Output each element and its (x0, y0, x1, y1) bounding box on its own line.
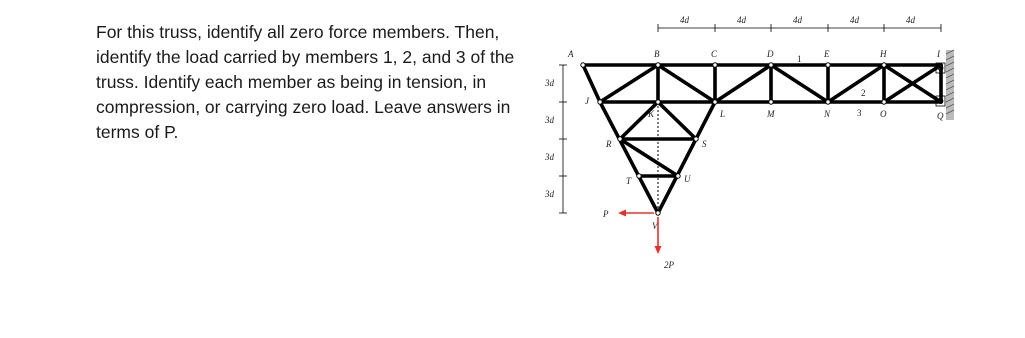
dim-label: 4d (680, 15, 689, 25)
joint-label-r: R (606, 139, 612, 149)
dim-label: 3d (545, 78, 554, 88)
joint-label-b: B (654, 49, 660, 59)
loads (602, 209, 675, 270)
joint-label-l: L (720, 109, 726, 119)
joint-label-s: S (702, 139, 707, 149)
vertical-dimensions (544, 65, 567, 213)
joint-label-a: A (568, 49, 574, 59)
joint-label-c: C (711, 49, 718, 59)
joint-label-j: J (585, 96, 589, 106)
joint-label-m: M (767, 109, 775, 119)
dim-label: 4d (850, 15, 859, 25)
joint-label-h: H (880, 49, 887, 59)
dim-label: 3d (545, 152, 554, 162)
member-label-2: 2 (861, 88, 866, 98)
dim-label: 3d (545, 189, 554, 199)
joint-label-d: D (767, 49, 774, 59)
joint-label-e: E (824, 49, 830, 59)
joint-label-k: K (648, 109, 655, 119)
dim-label: 3d (545, 115, 554, 125)
truss-members (583, 65, 941, 213)
joint-label-v: V (652, 221, 658, 231)
joint-label-n: N (824, 109, 831, 119)
joint-label-i: I (937, 49, 940, 59)
arrow-head-icon (655, 246, 662, 254)
dim-label: 4d (906, 15, 915, 25)
arrow-head-icon (618, 210, 626, 217)
load-label-p: P (603, 209, 609, 219)
member-label-1: 1 (797, 54, 802, 64)
joint-label-u: U (684, 174, 691, 184)
joint-label-t: T (626, 176, 632, 186)
member-label-3: 3 (857, 108, 862, 118)
problem-text: For this truss, identify all zero force members. Then, identify the load carried by members 1, 2, and 3 of the truss. Identify each member as being in tension, in compression, or carrying zero load. Leave answers in terms of P. (96, 22, 515, 142)
joint-label-o: O (880, 109, 887, 119)
dim-label: 4d (793, 15, 802, 25)
joint-label-q: Q (937, 111, 944, 121)
load-label-2p: 2P (664, 260, 674, 270)
horizontal-dimensions (658, 15, 941, 32)
wall-support (936, 50, 954, 120)
dim-label: 4d (737, 15, 746, 25)
